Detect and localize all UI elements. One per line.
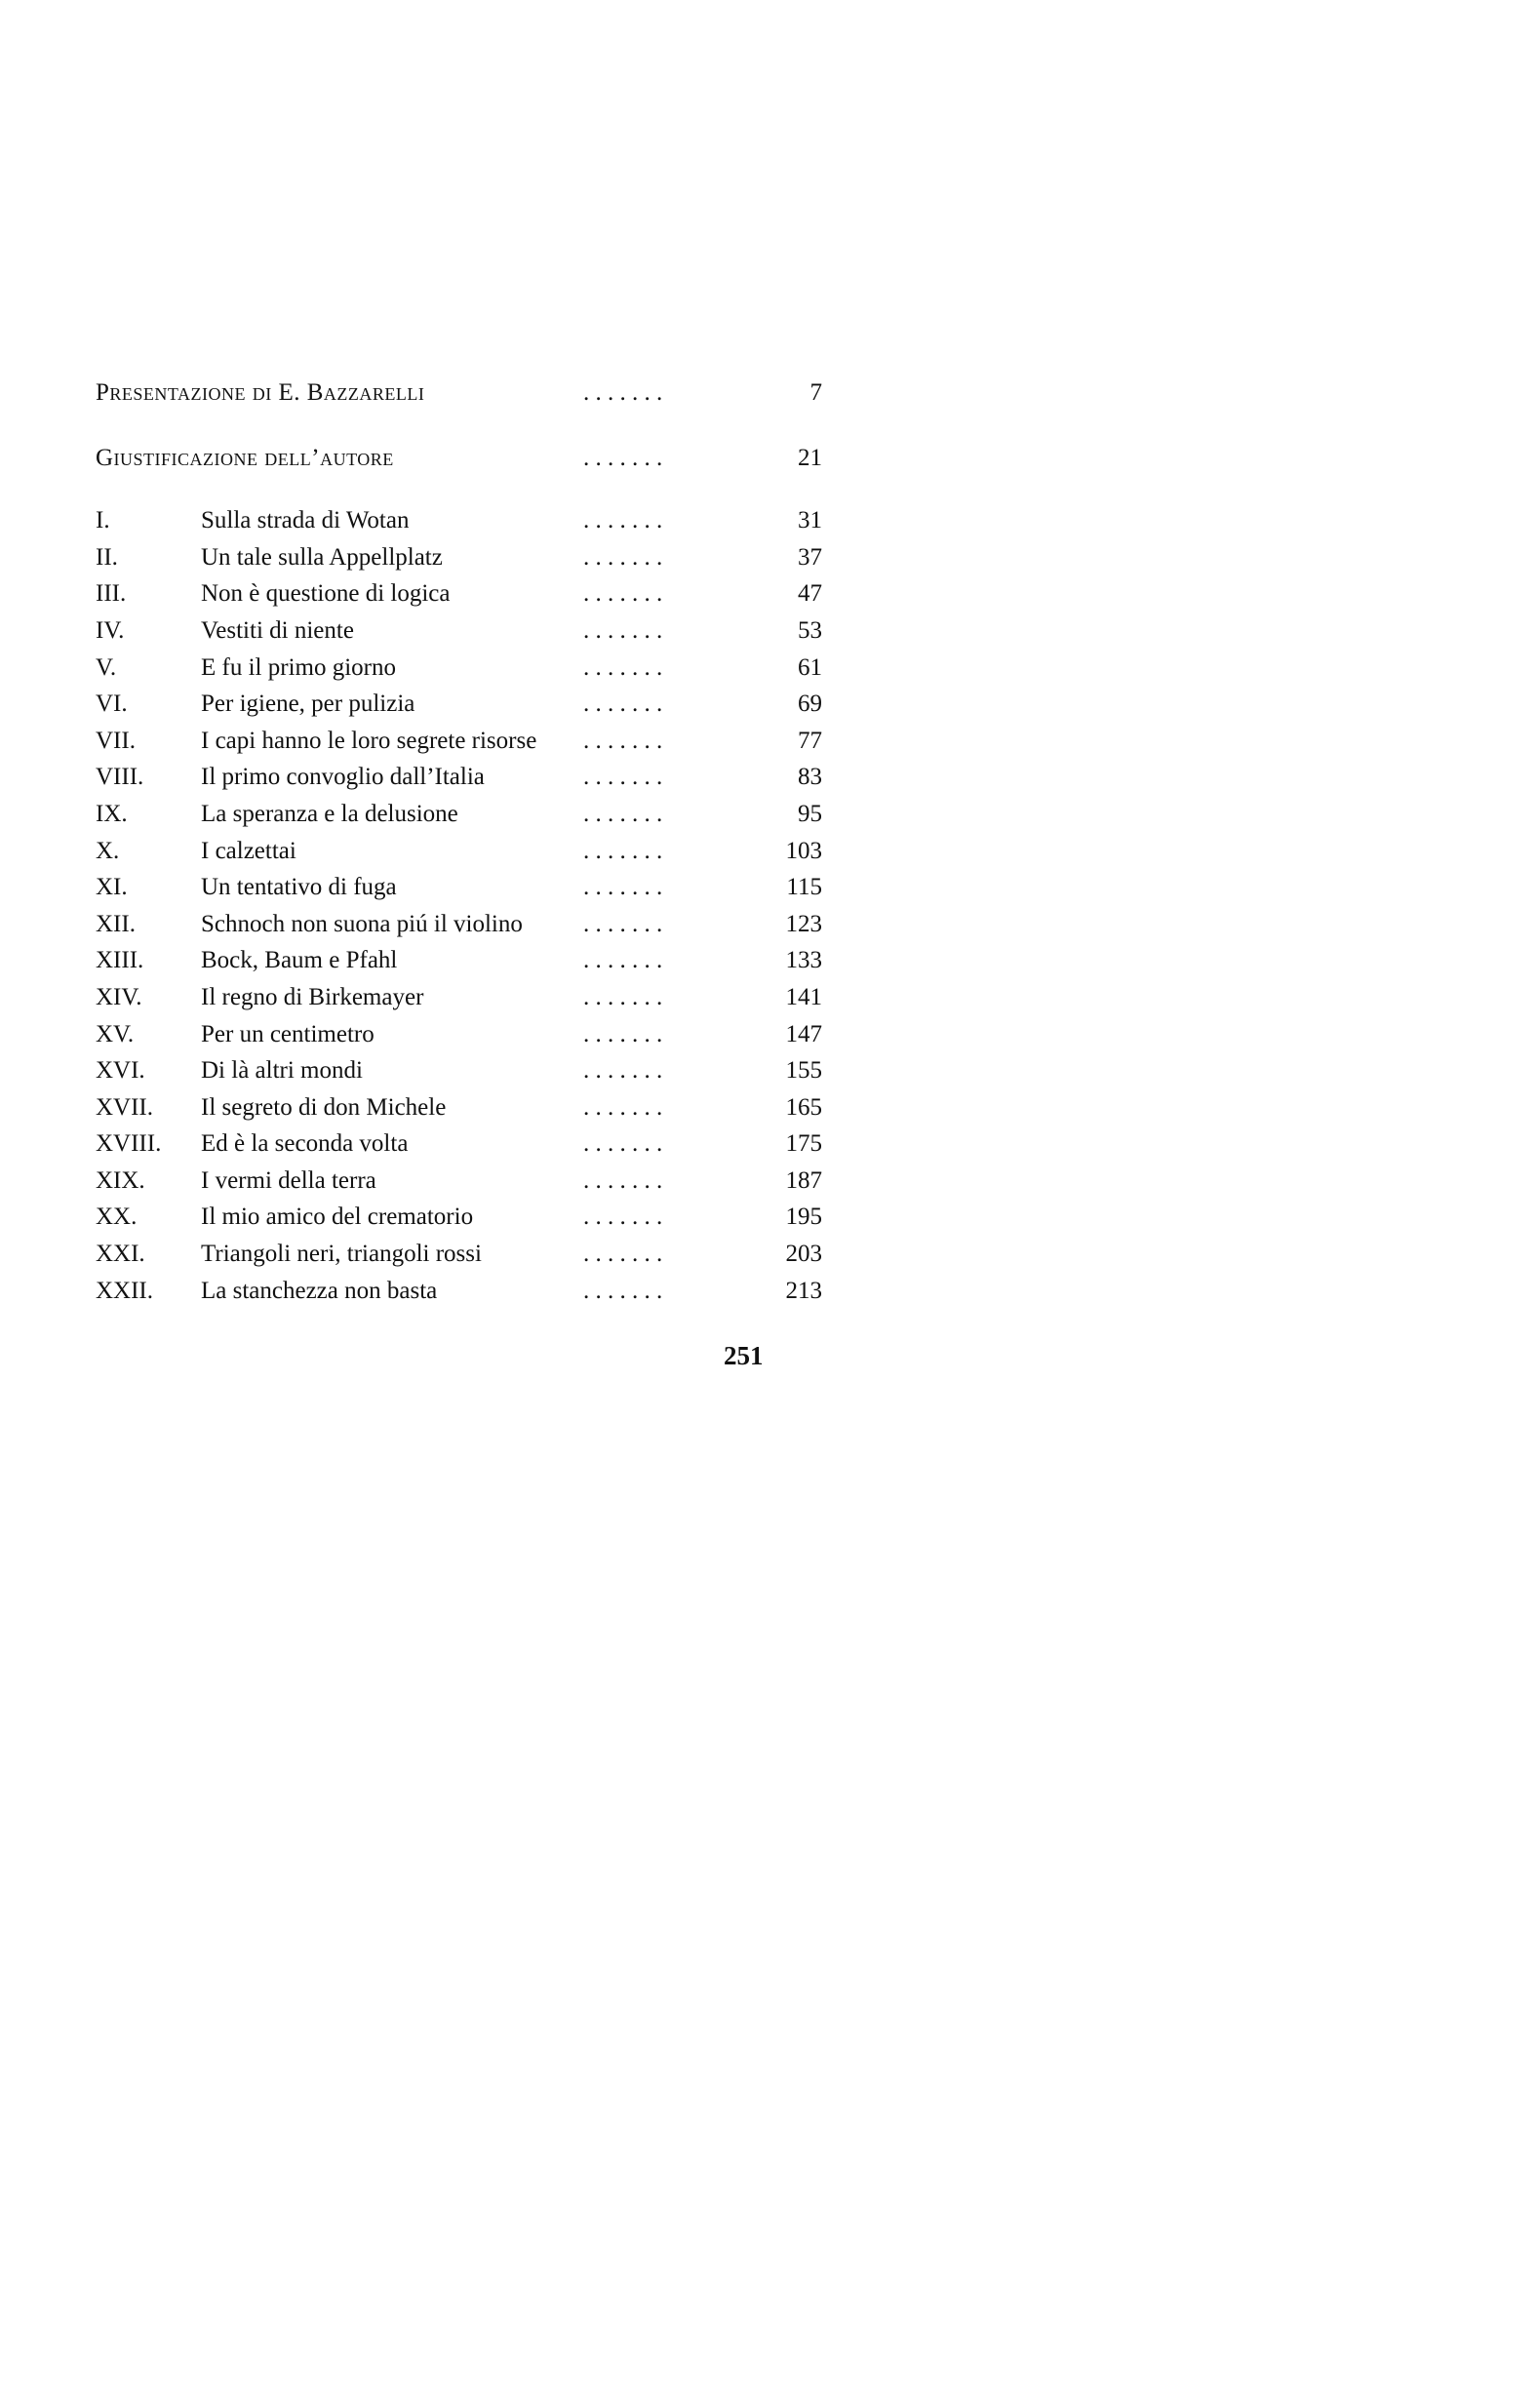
toc-chapter-row bbox=[96, 502, 822, 539]
toc-chapter-row bbox=[96, 759, 822, 796]
chapter-title: Ed è la seconda volta bbox=[201, 1130, 409, 1158]
toc-chapter-row bbox=[96, 612, 822, 650]
leader-dots: . . . . . . . bbox=[583, 653, 663, 681]
toc-chapter-row bbox=[96, 686, 822, 723]
chapter-page: 123 bbox=[785, 910, 822, 937]
chapter-number: XIII. bbox=[96, 947, 144, 974]
chapter-title: La stanchezza non basta bbox=[201, 1277, 438, 1304]
chapter-title: I capi hanno le loro segrete risorse bbox=[201, 727, 537, 754]
chapter-title: Triangoli neri, triangoli rossi bbox=[201, 1241, 482, 1268]
chapter-number: VIII. bbox=[96, 764, 144, 791]
chapter-page: 69 bbox=[798, 691, 822, 718]
leader-dots: . . . . . . . bbox=[583, 1204, 663, 1231]
chapter-title: Per igiene, per pulizia bbox=[201, 691, 415, 718]
chapter-number: II. bbox=[96, 543, 118, 571]
chapter-page: 195 bbox=[785, 1204, 822, 1231]
toc-chapter-row bbox=[96, 650, 822, 687]
leader-dots: . . . . . . . bbox=[583, 543, 663, 571]
chapter-number: IX. bbox=[96, 800, 128, 827]
leader-dots: . . . . . . . bbox=[583, 910, 663, 937]
chapter-number: IV. bbox=[96, 616, 125, 644]
chapter-number: XVII. bbox=[96, 1093, 154, 1121]
chapter-number: VII. bbox=[96, 727, 136, 754]
chapter-title: La speranza e la delusione bbox=[201, 800, 458, 827]
toc-chapter-row bbox=[96, 1052, 822, 1089]
chapter-title: Di là altri mondi bbox=[201, 1057, 363, 1085]
toc-entry-page: 7 bbox=[809, 379, 822, 406]
chapter-number: V. bbox=[96, 653, 117, 681]
toc-chapter-row bbox=[96, 1125, 822, 1163]
leader-dots: . . . . . . . bbox=[583, 691, 663, 718]
chapter-page: 165 bbox=[785, 1093, 822, 1121]
toc-chapter-row bbox=[96, 942, 822, 979]
chapter-page: 175 bbox=[785, 1130, 822, 1158]
toc-chapter-row bbox=[96, 1016, 822, 1053]
leader-dots: . . . . . . . bbox=[583, 1130, 663, 1158]
toc-entry-presentazione bbox=[96, 375, 822, 412]
leader-dots: . . . . . . . bbox=[583, 1020, 663, 1047]
chapter-number: XVIII. bbox=[96, 1130, 162, 1158]
chapter-title: Il mio amico del crematorio bbox=[201, 1204, 474, 1231]
toc-chapter-row bbox=[96, 979, 822, 1016]
chapter-number: XV. bbox=[96, 1020, 135, 1047]
leader-dots: . . . . . . . bbox=[583, 947, 663, 974]
chapter-page: 37 bbox=[798, 543, 822, 571]
toc-chapter-row bbox=[96, 575, 822, 612]
chapter-page: 53 bbox=[798, 616, 822, 644]
leader-dots: . . . . . . . bbox=[583, 1166, 663, 1194]
chapter-page: 203 bbox=[785, 1241, 822, 1268]
chapter-page: 83 bbox=[798, 764, 822, 791]
toc-chapter-row bbox=[96, 1236, 822, 1273]
chapter-number: XXI. bbox=[96, 1241, 145, 1268]
leader-dots: . . . . . . . bbox=[583, 800, 663, 827]
chapter-number: XXII. bbox=[96, 1277, 154, 1304]
chapter-title: Il primo convoglio dall’Italia bbox=[201, 764, 485, 791]
leader-dots: . . . . . . . bbox=[583, 1093, 663, 1121]
chapter-title: E fu il primo giorno bbox=[201, 653, 396, 681]
leader-dots: . . . . . . . bbox=[583, 616, 663, 644]
chapter-page: 213 bbox=[785, 1277, 822, 1304]
chapter-page: 95 bbox=[798, 800, 822, 827]
chapter-number: I. bbox=[96, 507, 110, 534]
chapter-number: III. bbox=[96, 580, 127, 608]
chapter-number: XII. bbox=[96, 910, 136, 937]
chapter-list bbox=[96, 502, 822, 1309]
toc-chapter-row bbox=[96, 1089, 822, 1126]
leader-dots: . . . . . . . bbox=[583, 837, 663, 864]
chapter-title: I calzettai bbox=[201, 837, 296, 864]
chapter-page: 115 bbox=[786, 874, 822, 901]
chapter-number: XI. bbox=[96, 874, 128, 901]
chapter-title: Un tentativo di fuga bbox=[201, 874, 397, 901]
chapter-title: I vermi della terra bbox=[201, 1166, 376, 1194]
chapter-title: Schnoch non suona piú il violino bbox=[201, 910, 523, 937]
toc-chapter-row bbox=[96, 833, 822, 870]
chapter-title: Vestiti di niente bbox=[201, 616, 354, 644]
chapter-page: 61 bbox=[798, 653, 822, 681]
leader-dots: . . . . . . . bbox=[583, 507, 663, 534]
toc-chapter-row bbox=[96, 723, 822, 760]
chapter-number: XX. bbox=[96, 1204, 138, 1231]
chapter-page: 77 bbox=[798, 727, 822, 754]
chapter-page: 141 bbox=[785, 983, 822, 1010]
chapter-number: XIV. bbox=[96, 983, 142, 1010]
chapter-number: XVI. bbox=[96, 1057, 145, 1085]
leader-dots: . . . . . . . bbox=[583, 444, 663, 471]
chapter-title: Il regno di Birkemayer bbox=[201, 983, 424, 1010]
leader-dots: . . . . . . . bbox=[583, 379, 663, 406]
leader-dots: . . . . . . . bbox=[583, 727, 663, 754]
chapter-title: Un tale sulla Appellplatz bbox=[201, 543, 443, 571]
leader-dots: . . . . . . . bbox=[583, 1057, 663, 1085]
chapter-title: Bock, Baum e Pfahl bbox=[201, 947, 398, 974]
leader-dots: . . . . . . . bbox=[583, 1277, 663, 1304]
table-of-contents bbox=[96, 375, 822, 1309]
chapter-page: 187 bbox=[785, 1166, 822, 1194]
leader-dots: . . . . . . . bbox=[583, 874, 663, 901]
chapter-page: 47 bbox=[798, 580, 822, 608]
chapter-title: Non è questione di logica bbox=[201, 580, 451, 608]
chapter-title: Per un centimetro bbox=[201, 1020, 375, 1047]
chapter-title: Sulla strada di Wotan bbox=[201, 507, 410, 534]
toc-chapter-row bbox=[96, 1199, 822, 1236]
chapter-page: 31 bbox=[798, 507, 822, 534]
leader-dots: . . . . . . . bbox=[583, 580, 663, 608]
chapter-page: 133 bbox=[785, 947, 822, 974]
toc-chapter-row bbox=[96, 906, 822, 943]
chapter-number: VI. bbox=[96, 691, 128, 718]
leader-dots: . . . . . . . bbox=[583, 764, 663, 791]
chapter-page: 155 bbox=[785, 1057, 822, 1085]
chapter-page: 147 bbox=[785, 1020, 822, 1047]
toc-chapter-row bbox=[96, 539, 822, 576]
toc-chapter-row bbox=[96, 869, 822, 906]
chapter-number: XIX. bbox=[96, 1166, 145, 1194]
leader-dots: . . . . . . . bbox=[583, 983, 663, 1010]
toc-chapter-row bbox=[96, 1163, 822, 1200]
chapter-page: 103 bbox=[785, 837, 822, 864]
toc-entry-page: 21 bbox=[798, 444, 822, 471]
toc-entry-title: Giustificazione dell’autore bbox=[96, 444, 394, 471]
toc-chapter-row bbox=[96, 796, 822, 833]
toc-chapter-row bbox=[96, 1273, 822, 1310]
page-number: 251 bbox=[724, 1341, 764, 1370]
leader-dots: . . . . . . . bbox=[583, 1241, 663, 1268]
chapter-title: Il segreto di don Michele bbox=[201, 1093, 447, 1121]
toc-entry-giustificazione bbox=[96, 440, 822, 477]
chapter-number: X. bbox=[96, 837, 120, 864]
toc-entry-title: Presentazione di E. Bazzarelli bbox=[96, 379, 425, 406]
